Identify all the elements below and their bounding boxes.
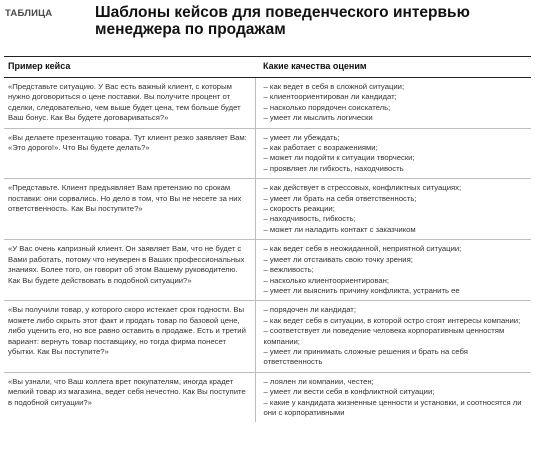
quality-item: – умеет ли отстаивать свою точку зрения; <box>263 254 413 264</box>
quality-item: – умеет ли выяснить причину конфликта, устранить ее <box>263 285 460 295</box>
quality-item: – умеет ли мыслить логически <box>263 113 373 123</box>
column-header-qualities: Какие качества оценим <box>255 57 531 78</box>
quality-item: – как действует в стрессовых, конфликтных ситуациях; <box>263 183 462 193</box>
quality-item: – какие у кандидата жизненные ценности и установки, и соотносятся ли они с корпоративными <box>263 397 522 417</box>
cases-table <box>4 56 531 422</box>
quality-item: – как ведет себя в неожиданной, неприятной ситуации; <box>263 244 462 254</box>
quality-item: – умеет ли брать на себя ответственность; <box>263 193 417 203</box>
case-cell: «Вы узнали, что Ваш коллега врет покупателям, иногда крадет мелкий товар из магазина, ведет себя нечестно. Как Вы поступите в подобной ситуации?» <box>4 372 255 422</box>
quality-item: – может ли подойти к ситуации творчески; <box>263 153 415 163</box>
table-row <box>4 301 531 372</box>
qualities-cell <box>255 128 531 179</box>
column-header-case: Пример кейса <box>4 57 255 78</box>
qualities-cell <box>255 240 531 301</box>
quality-item: – порядочен ли кандидат; <box>263 305 356 315</box>
quality-item: – может ли наладить контакт с заказчиком <box>263 224 416 234</box>
case-cell: «Представьте ситуацию. У Вас есть важный клиент, с которым нужно договориться о цене поставки. Вы получите процент от сделки, следовательно, чем выше будет цена, тем больше будет Ваш бонус. Как Вы будете договариваться?» <box>4 78 255 129</box>
quality-item: – клиентоориентирован ли кандидат; <box>263 92 397 102</box>
quality-item: – проявляет ли гибкость, находчивость <box>263 163 404 173</box>
table-tag: ТАБЛИЦА <box>5 8 53 19</box>
quality-item: – умеет ли принимать сложные решения и брать на себя ответственность <box>263 346 468 367</box>
table-header-row <box>4 57 531 78</box>
case-cell: «Вы делаете презентацию товара. Тут клиент резко заявляет Вам: «Это дорого!». Что Вы будете делать?» <box>4 128 255 179</box>
quality-item: – соответствует ли поведение человека корпоративным ценностям компании; <box>263 326 505 346</box>
quality-item: – как ведет себя в ситуации, в которой остро стоят интересы компании; <box>263 315 521 325</box>
quality-item: – насколько порядочен соискатель; <box>263 102 391 112</box>
quality-item: – насколько клиентоориентирован; <box>263 275 390 285</box>
qualities-cell <box>255 179 531 240</box>
page-title: Шаблоны кейсов для поведенческого интервью менеджера по продажам <box>95 4 470 38</box>
table-row <box>4 128 531 179</box>
quality-item: – умеет ли убеждать; <box>263 132 340 142</box>
table-row <box>4 179 531 240</box>
quality-item: – скорость реакции; <box>263 204 335 214</box>
case-cell: «Вы получили товар, у которого скоро истекает срок годности. Вы можете либо скрыть этот факт и продать товар по базовой цене, либо уценить его, но все равно оставить в продаже. Есть и третий вариант: вернуть товар поставщику, но тогда фирма понесет убытки. Как Вы поступите?» <box>4 301 255 372</box>
quality-item: – как работает с возражениями; <box>263 143 378 153</box>
quality-item: – находчивость, гибкость; <box>263 214 356 224</box>
quality-item: – лоялен ли компании, честен; <box>263 376 374 386</box>
table-row <box>4 372 531 422</box>
case-cell: «У Вас очень капризный клиент. Он заявляет Вам, что не будет с Вами работать, потому что неуверен в Ваших профессиональных знаниях. Более того, он говорит об этом Вашему руководителю. Как Вы будете действовать в подобной ситуации?» <box>4 240 255 301</box>
table-row <box>4 78 531 129</box>
quality-item: – как ведет в себя в сложной ситуации; <box>263 82 405 91</box>
qualities-cell <box>255 78 531 129</box>
quality-item: – вежливость; <box>263 265 314 275</box>
qualities-cell <box>255 372 531 422</box>
table-row <box>4 240 531 301</box>
quality-item: – умеет ли вести себя в конфликтной ситуации; <box>263 387 435 397</box>
case-cell: «Представьте. Клиент предъявляет Вам претензию по срокам поставки: они сорвались. Но дело в том, что Вы не несете за них ответственность. Как Вы поступите?» <box>4 179 255 240</box>
qualities-cell <box>255 301 531 372</box>
